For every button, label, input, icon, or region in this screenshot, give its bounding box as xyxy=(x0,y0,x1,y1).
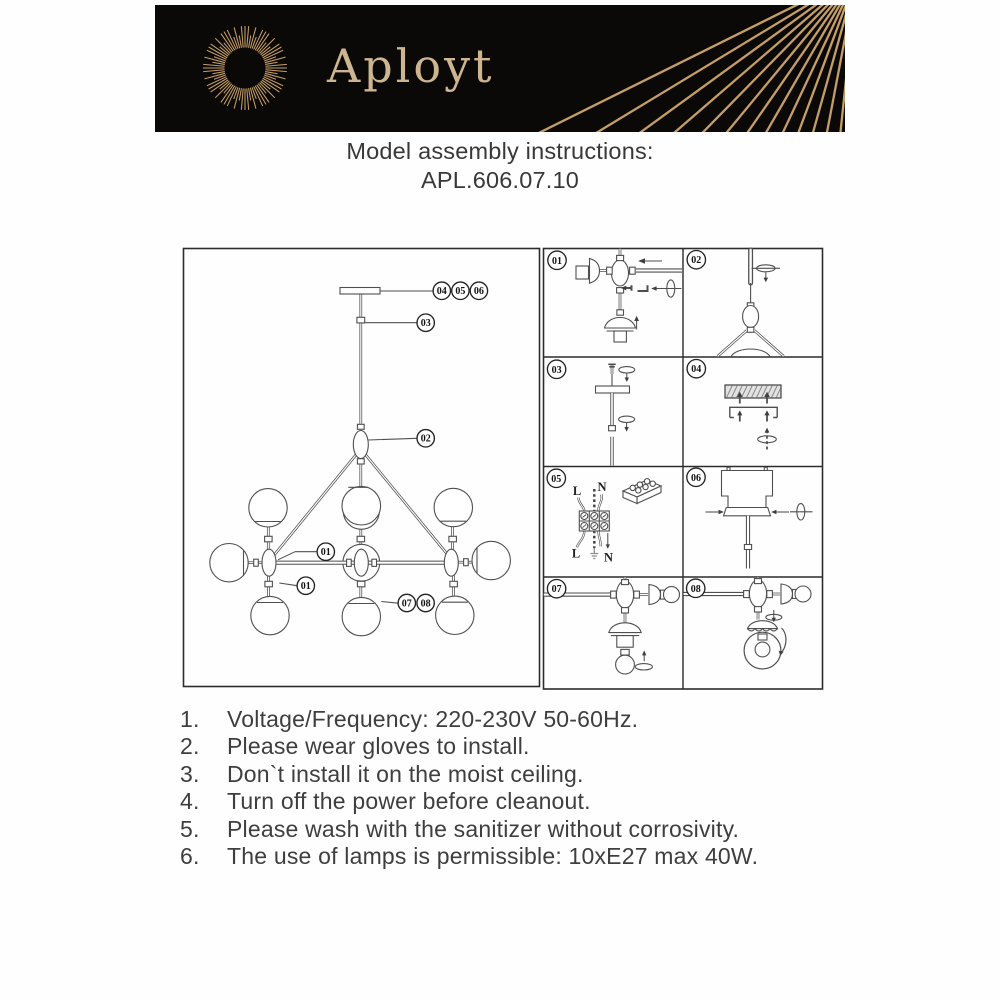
svg-text:04: 04 xyxy=(691,364,702,376)
instruction-text: Voltage/Frequency: 220-230V 50-60Hz. xyxy=(227,706,639,732)
instruction-number: 5. xyxy=(180,815,200,842)
svg-text:03: 03 xyxy=(420,318,431,330)
svg-text:02: 02 xyxy=(420,433,431,445)
shade-side xyxy=(781,584,793,604)
svg-text:04: 04 xyxy=(436,286,447,298)
title-line1: Model assembly instructions: xyxy=(346,138,654,164)
svg-text:01: 01 xyxy=(552,255,562,267)
instruction-number: 1. xyxy=(180,706,200,732)
callout-badge-04 xyxy=(433,282,450,299)
callout-badge-02 xyxy=(417,430,434,447)
step-panel-01 xyxy=(576,249,682,342)
step-panel-grid xyxy=(544,249,823,690)
svg-text:01: 01 xyxy=(320,547,331,559)
instruction-text: Please wash with the sanitizer without corrosivity. xyxy=(227,815,740,842)
callout-badge-01a xyxy=(317,543,334,560)
step-badge-08 xyxy=(687,579,705,597)
svg-text:05: 05 xyxy=(551,473,562,485)
instruction-item xyxy=(180,788,758,815)
svg-text:07: 07 xyxy=(551,584,562,596)
svg-text:02: 02 xyxy=(691,255,702,267)
shade-dome xyxy=(609,623,641,633)
ceiling-plate xyxy=(340,288,380,295)
bulb-icon xyxy=(664,587,680,603)
wire-label-n-bottom: N xyxy=(603,550,614,565)
instruction-item xyxy=(180,761,758,788)
callout-badge-07 xyxy=(398,594,415,611)
instruction-number: 2. xyxy=(180,733,200,760)
step-badge-05 xyxy=(547,469,565,487)
instruction-text: The use of lamps is permissible: 10xE27 max 40W. xyxy=(227,843,759,870)
callout-badge-03 xyxy=(417,314,434,331)
shade-dome xyxy=(748,621,778,629)
wire-label-l-top: L xyxy=(572,484,582,498)
instruction-text: Turn off the power before cleanout. xyxy=(227,788,591,815)
rotate-icon xyxy=(635,664,652,670)
instruction-list xyxy=(180,706,758,870)
step-panel-05 xyxy=(572,479,661,565)
shade-side xyxy=(649,585,661,605)
step-badge-06 xyxy=(687,468,705,486)
instruction-item xyxy=(180,843,758,870)
callout-badge-06 xyxy=(470,282,487,299)
step-badge-01 xyxy=(548,251,566,269)
step-panel-06 xyxy=(706,467,813,568)
svg-text:03: 03 xyxy=(551,364,562,376)
shade-dome xyxy=(605,318,636,329)
bulb-icon xyxy=(755,642,770,657)
step-badge-02 xyxy=(687,251,705,269)
step-badge-04 xyxy=(687,360,705,378)
canopy-cup xyxy=(722,471,773,508)
top-joint-hub xyxy=(353,431,368,459)
ground-symbol-icon xyxy=(590,548,598,559)
svg-text:08: 08 xyxy=(690,583,701,595)
title-line2: APL.606.07.10 xyxy=(420,167,580,193)
instruction-item xyxy=(180,816,758,843)
terminal-block-3d xyxy=(623,479,661,504)
brand-name: Aployt xyxy=(327,39,495,93)
instruction-number: 3. xyxy=(180,760,200,787)
callout-badge-08 xyxy=(417,594,434,611)
instruction-number: 6. xyxy=(180,843,200,870)
shade-side xyxy=(590,259,600,284)
callout-badge-01b xyxy=(297,577,314,594)
svg-text:01: 01 xyxy=(300,581,311,593)
svg-text:05: 05 xyxy=(455,286,466,298)
wire-label-n-top: N xyxy=(597,480,607,494)
mounting-bracket xyxy=(730,407,777,417)
svg-text:08: 08 xyxy=(420,598,431,610)
allen-key-icon xyxy=(638,285,648,291)
instruction-text: Don`t install it on the moist ceiling. xyxy=(227,760,584,787)
canopy-plate xyxy=(596,386,630,393)
bulb-icon xyxy=(795,586,811,602)
instruction-item xyxy=(180,706,758,733)
instruction-item xyxy=(180,733,758,760)
bulb-icon xyxy=(616,655,635,674)
callout-badge-05 xyxy=(452,282,469,299)
step-badge-03 xyxy=(547,360,565,378)
svg-text:07: 07 xyxy=(401,598,412,610)
wire-label-l-bottom: L xyxy=(571,546,581,561)
instruction-number: 4. xyxy=(180,788,200,815)
rotate-icon xyxy=(619,367,635,373)
step-badge-07 xyxy=(547,580,565,598)
svg-text:06: 06 xyxy=(473,286,484,298)
canopy-plate xyxy=(724,508,771,516)
rotate-icon xyxy=(619,416,635,422)
step-panel-04 xyxy=(725,385,781,450)
step-panel-03 xyxy=(596,364,635,466)
instruction-text: Please wear gloves to install. xyxy=(227,733,530,760)
step-panel-02 xyxy=(718,250,784,357)
svg-text:06: 06 xyxy=(691,472,701,484)
main-chandelier-diagram xyxy=(184,249,540,687)
